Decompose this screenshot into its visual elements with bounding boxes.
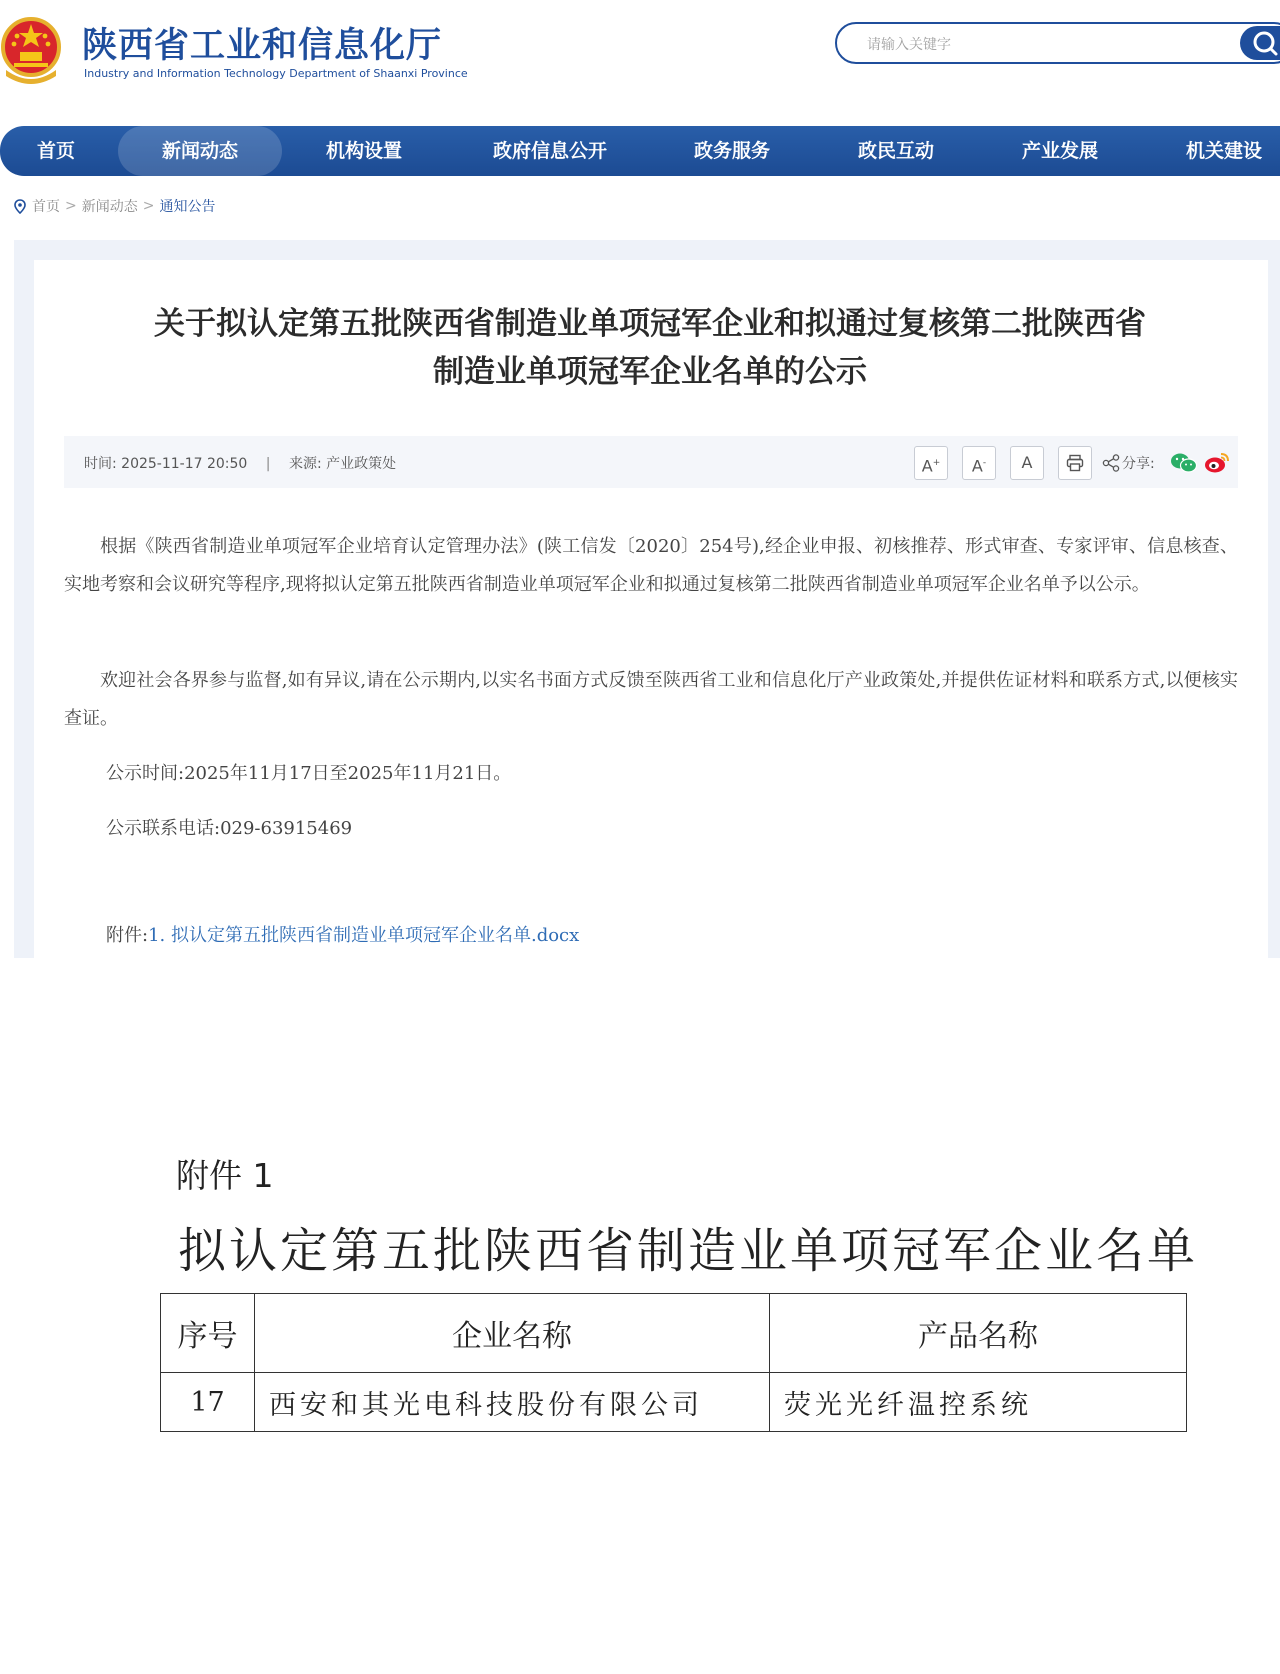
nav-item-organization[interactable]: 机构设置 <box>325 140 402 162</box>
nav-item-party-building[interactable]: 机关建设 <box>1185 140 1262 162</box>
nav-item-home[interactable]: 首页 <box>36 140 75 162</box>
column-header-company: 企业名称 <box>255 1294 770 1373</box>
search-input[interactable] <box>865 32 1189 58</box>
article-title-line1: 关于拟认定第五批陕西省制造业单项冠军企业和拟通过复核第二批陕西省 <box>154 306 1146 342</box>
national-emblem-icon[interactable] <box>0 14 62 84</box>
cell-company: 西安和其光电科技股份有限公司 <box>255 1373 770 1432</box>
weibo-icon[interactable] <box>1204 452 1230 474</box>
article-meta <box>84 453 396 473</box>
attachment <box>106 921 579 947</box>
breadcrumb-current[interactable]: 通知公告 <box>159 199 216 215</box>
share-icon <box>1102 454 1120 472</box>
breadcrumb <box>14 196 215 216</box>
search-icon <box>1246 26 1280 60</box>
wechat-icon[interactable] <box>1170 452 1198 474</box>
table-header-row <box>161 1294 1187 1373</box>
main-nav <box>0 126 1280 176</box>
cell-product: 荧光光纤温控系统 <box>770 1373 1187 1432</box>
contact-phone: 公示联系电话:029-63915469 <box>106 818 353 839</box>
font-decrease-label: A <box>971 456 983 476</box>
share-label: 分享: <box>1122 456 1155 472</box>
article-paragraph-2: 欢迎社会各界参与监督,如有异议,请在公示期内,以实名书面方式反馈至陕西省工业和信息化厅产业政策处,并提供佐证材料和联系方式,以便核实查证。 <box>64 670 1238 729</box>
site-subtitle: Industry and Information Technology Department of Shaanxi Province <box>84 67 468 80</box>
print-icon <box>1066 454 1084 472</box>
notice-period: 公示时间:2025年11月17日至2025年11月21日。 <box>106 763 512 784</box>
location-pin-icon <box>14 199 26 214</box>
attachment-link[interactable]: 1. 拟认定第五批陕西省制造业单项冠军企业名单.docx <box>148 925 580 946</box>
font-reset-button[interactable] <box>1010 446 1044 480</box>
article-title-line2: 制造业单项冠军企业名单的公示 <box>433 354 867 390</box>
nav-item-services[interactable]: 政务服务 <box>693 140 770 162</box>
search-button[interactable] <box>1240 26 1280 60</box>
meta-separator: | <box>265 456 271 472</box>
breadcrumb-separator: > <box>142 198 155 214</box>
column-header-product: 产品名称 <box>770 1294 1187 1373</box>
source-value: 产业政策处 <box>326 456 397 472</box>
document-title: 拟认定第五批陕西省制造业单项冠军企业名单 <box>178 1223 1199 1279</box>
nav-item-interaction[interactable]: 政民互动 <box>857 140 934 162</box>
font-decrease-button[interactable]: A- <box>962 446 996 480</box>
site-title[interactable]: 陕西省工业和信息化厅 <box>82 26 443 66</box>
font-increase-label: A <box>921 456 933 476</box>
document-label: 附件 1 <box>176 1156 274 1195</box>
enterprise-table <box>160 1293 1187 1432</box>
breadcrumb-home[interactable]: 首页 <box>32 199 60 215</box>
font-increase-button[interactable]: A+ <box>914 446 948 480</box>
source-label: 来源: <box>288 456 322 472</box>
nav-item-news[interactable]: 新闻动态 <box>118 126 282 176</box>
font-reset-label: A <box>1021 453 1033 472</box>
article-title <box>60 300 1240 396</box>
site-header <box>0 0 1280 126</box>
cell-serial: 17 <box>161 1373 255 1432</box>
publish-time: 2025-11-17 20:50 <box>121 456 248 472</box>
breadcrumb-news[interactable]: 新闻动态 <box>81 199 138 215</box>
time-label: 时间: <box>84 456 117 472</box>
breadcrumb-separator: > <box>65 198 77 214</box>
article-meta-bar <box>64 436 1238 488</box>
column-header-serial: 序号 <box>161 1294 255 1373</box>
attachment-label: 附件: <box>106 925 149 946</box>
print-button[interactable] <box>1058 446 1092 480</box>
nav-item-industry[interactable]: 产业发展 <box>1021 140 1098 162</box>
table-row <box>161 1373 1187 1432</box>
search-box <box>835 22 1280 64</box>
nav-item-gov-info[interactable]: 政府信息公开 <box>492 140 607 162</box>
article-paragraph-1: 根据《陕西省制造业单项冠军企业培育认定管理办法》(陕工信发〔2020〕254号),经企业申报、初核推荐、形式审查、专家评审、信息核查、实地考察和会议研究等程序,现将拟认定第五批陕西省制造业单项冠军企业和拟通过复核第二批陕西省制造业单项冠军企业名单予以公示。 <box>64 536 1238 595</box>
